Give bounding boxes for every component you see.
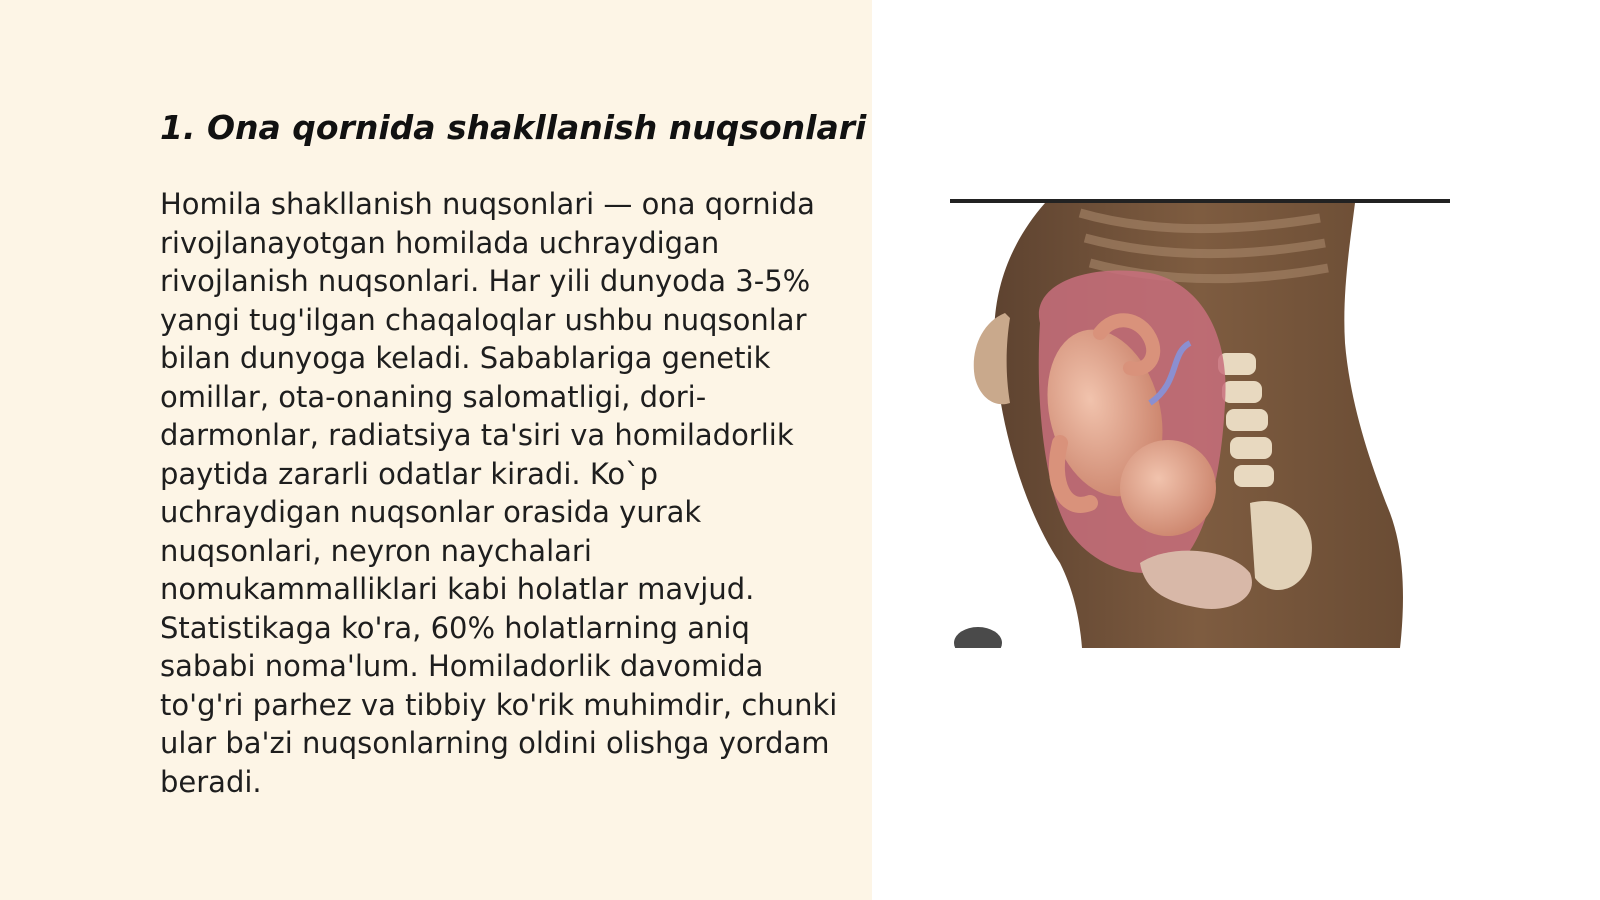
foot-shape — [954, 627, 1002, 648]
fetus-head — [1120, 440, 1216, 536]
slide-body-text: Homila shakllanish nuqsonlari — ona qornida rivojlanayotgan homilada uchraydigan rivojlanish nuqsonlari. Har yili dunyoda 3-5% yangi tug'ilgan chaqaloqlar ushbu nuqsonlar bilan dunyoga keladi. Sabablariga genetik omillar, ota-onaning salomatligi, dori-darmonlar, radiatsiya ta'siri va homiladorlik paytida zararli odatlar kiradi. Ko`p uchraydigan nuqsonlar orasida yurak nuqsonlari, neyron naychalari nomukammalliklari kabi holatlar mavjud. Statistikaga ko'ra, 60% holatlarning aniq sababi noma'lum. Homiladorlik davomida to'g'ri parhez va tibbiy ko'rik muhimdir, chunki ular ba'zi nuqsonlarning oldini olishga yordam beradi. — [160, 187, 838, 799]
pregnancy-anatomy-illustration — [950, 203, 1450, 648]
hand-shape — [974, 313, 1010, 404]
slide-title: 1. Ona qornida shakllanish nuqsonlari — [160, 108, 867, 147]
